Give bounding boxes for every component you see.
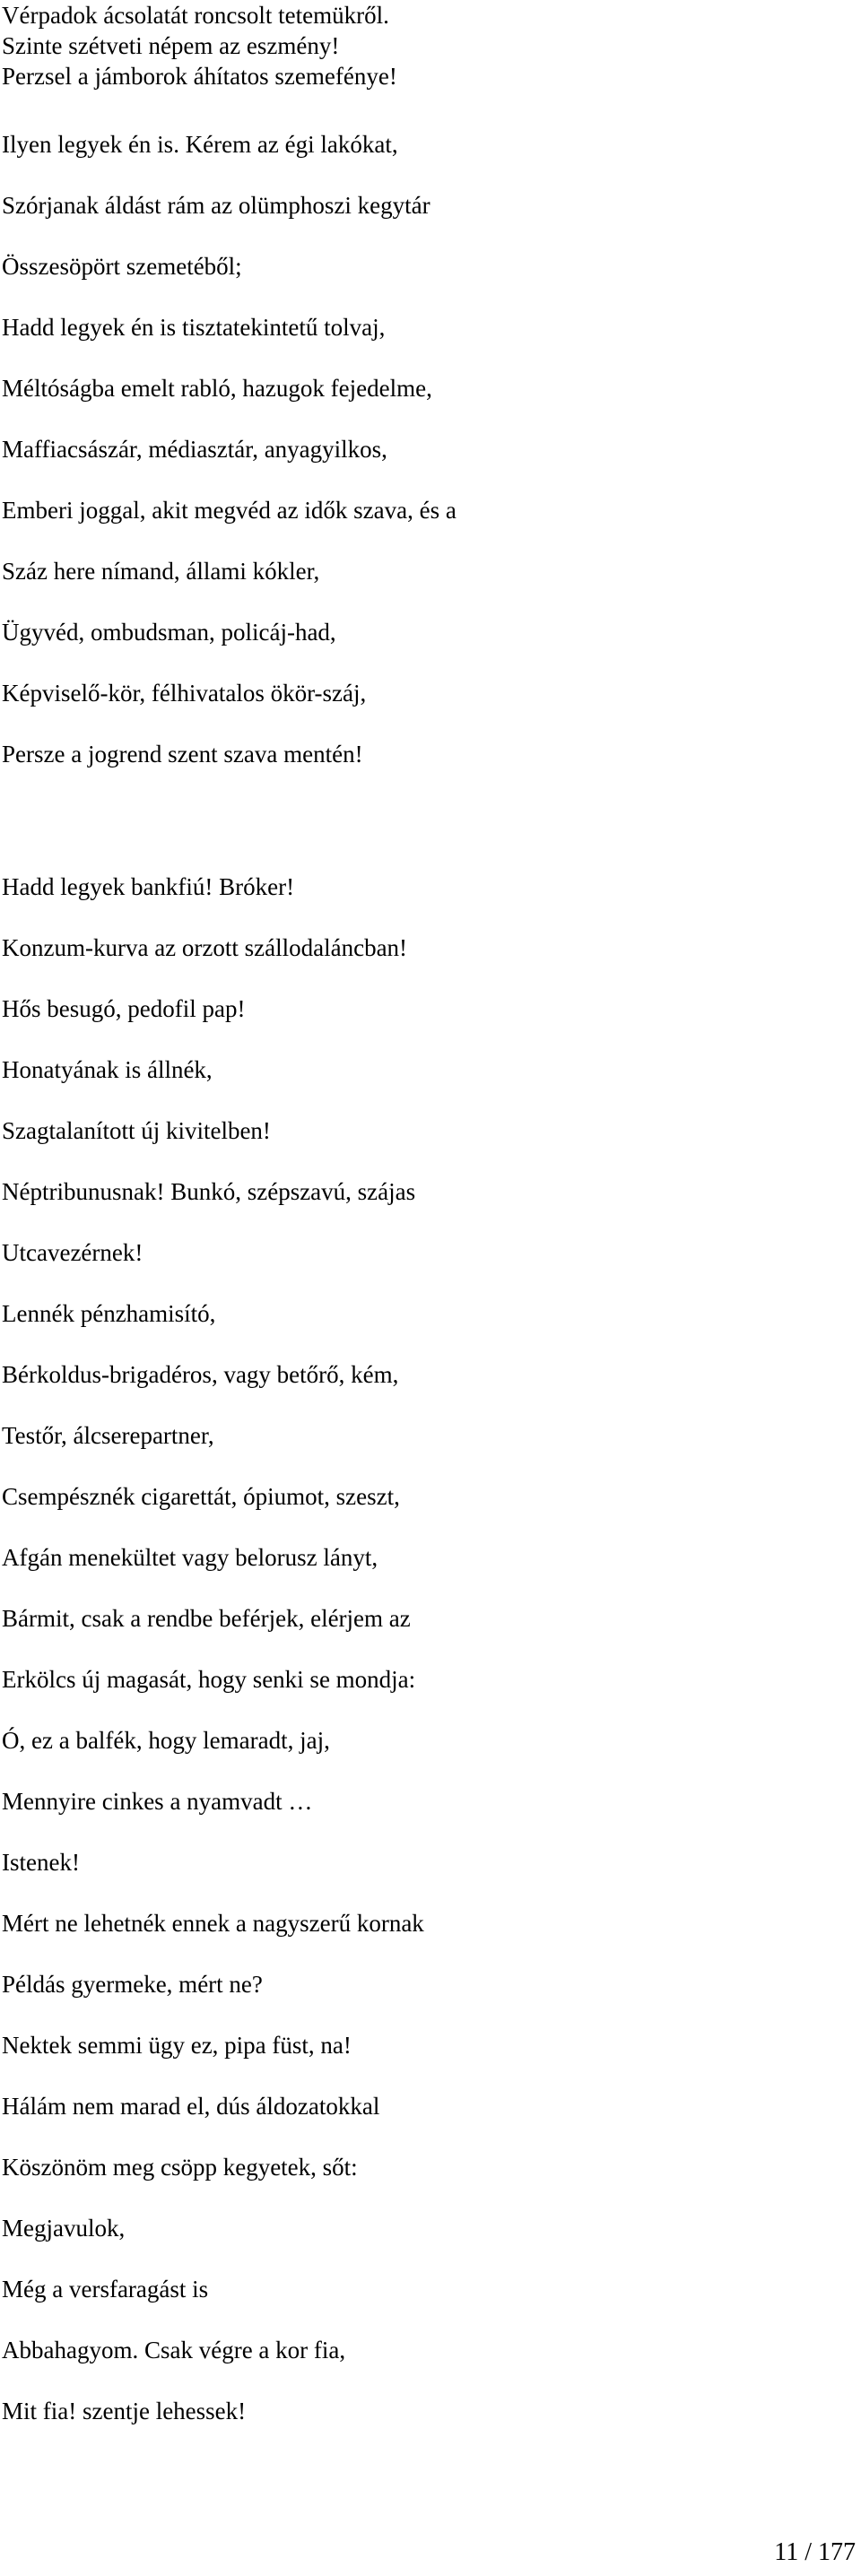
poem-line: Honatyának is állnék, (2, 1056, 213, 1083)
poem-line: Mennyire cinkes a nyamvadt … (2, 1788, 313, 1815)
poem-line: Megjavulok, (2, 2215, 126, 2242)
stanza-2 (2, 856, 424, 2442)
poem-line: Perzsel a jámborok áhítatos szemefénye! (2, 63, 397, 90)
poem-line: Bérkoldus-brigadéros, vagy betőrő, kém, (2, 1361, 399, 1388)
poem-line: Afgán menekültet vagy belorusz lányt, (2, 1544, 378, 1571)
poem-line: Szinte szétveti népem az eszmény! (2, 32, 340, 59)
opening-lines (2, 0, 397, 91)
poem-line: Képviselő-kör, félhivatalos ökör-száj, (2, 680, 367, 707)
poem-line: Ó, ez a balfék, hogy lemaradt, jaj, (2, 1727, 330, 1754)
poem-line: Istenek! (2, 1849, 80, 1876)
poem-line: Összesöpört szemetéből; (2, 253, 242, 280)
poem-line: Persze a jogrend szent szava mentén! (2, 741, 363, 768)
poem-line: Szagtalanított új kivitelben! (2, 1117, 271, 1144)
poem-line: Mért ne lehetnék ennek a nagyszerű kornak (2, 1910, 424, 1937)
poem-line: Mit fia! szentje lehessek! (2, 2398, 247, 2424)
poem-line: Köszönöm meg csöpp kegyetek, sőt: (2, 2154, 358, 2181)
poem-line: Hadd legyek én is tisztatekintetű tolvaj, (2, 314, 386, 341)
poem-line: Testőr, álcserepartner, (2, 1422, 214, 1449)
stanza-1 (2, 114, 457, 785)
poem-line: Vérpadok ácsolatát roncsolt tetemükről. (2, 2, 389, 29)
poem-line: Maffiacsászár, médiasztár, anyagyilkos, (2, 436, 387, 463)
poem-line: Nektek semmi ügy ez, pipa füst, na! (2, 2032, 352, 2059)
poem-line: Ilyen legyek én is. Kérem az égi lakókat, (2, 131, 398, 158)
poem-line: Csempésznék cigarettát, ópiumot, szeszt, (2, 1483, 400, 1510)
poem-line: Példás gyermeke, mért ne? (2, 1971, 263, 1998)
poem-line: Utcavezérnek! (2, 1239, 144, 1266)
poem-line: Hadd legyek bankfiú! Bróker! (2, 873, 295, 900)
poem-line: Erkölcs új magasát, hogy senki se mondja: (2, 1666, 416, 1693)
page-number: 11 / 177 (774, 2538, 856, 2566)
poem-line: Hálám nem marad el, dús áldozatokkal (2, 2093, 380, 2120)
poem-line: Bármit, csak a rendbe beférjek, elérjem az (2, 1605, 411, 1632)
poem-line: Hős besugó, pedofil pap! (2, 995, 246, 1022)
poem-line: Lennék pénzhamisító, (2, 1300, 216, 1327)
poem-line: Emberi joggal, akit megvéd az idők szava, és a (2, 497, 457, 524)
poem-line: Még a versfaragást is (2, 2276, 209, 2303)
poem-line: Méltóságba emelt rabló, hazugok fejedelme, (2, 375, 432, 402)
poem-line: Néptribunusnak! Bunkó, szépszavú, szájas (2, 1178, 416, 1205)
poem-line: Száz here nímand, állami kókler, (2, 558, 320, 585)
poem-line: Abbahagyom. Csak végre a kor fia, (2, 2337, 346, 2364)
poem-line: Konzum-kurva az orzott szállodaláncban! (2, 934, 408, 961)
poem-line: Szórjanak áldást rám az olümphoszi kegytár (2, 192, 430, 219)
poem-line: Ügyvéd, ombudsman, policáj-had, (2, 619, 336, 646)
